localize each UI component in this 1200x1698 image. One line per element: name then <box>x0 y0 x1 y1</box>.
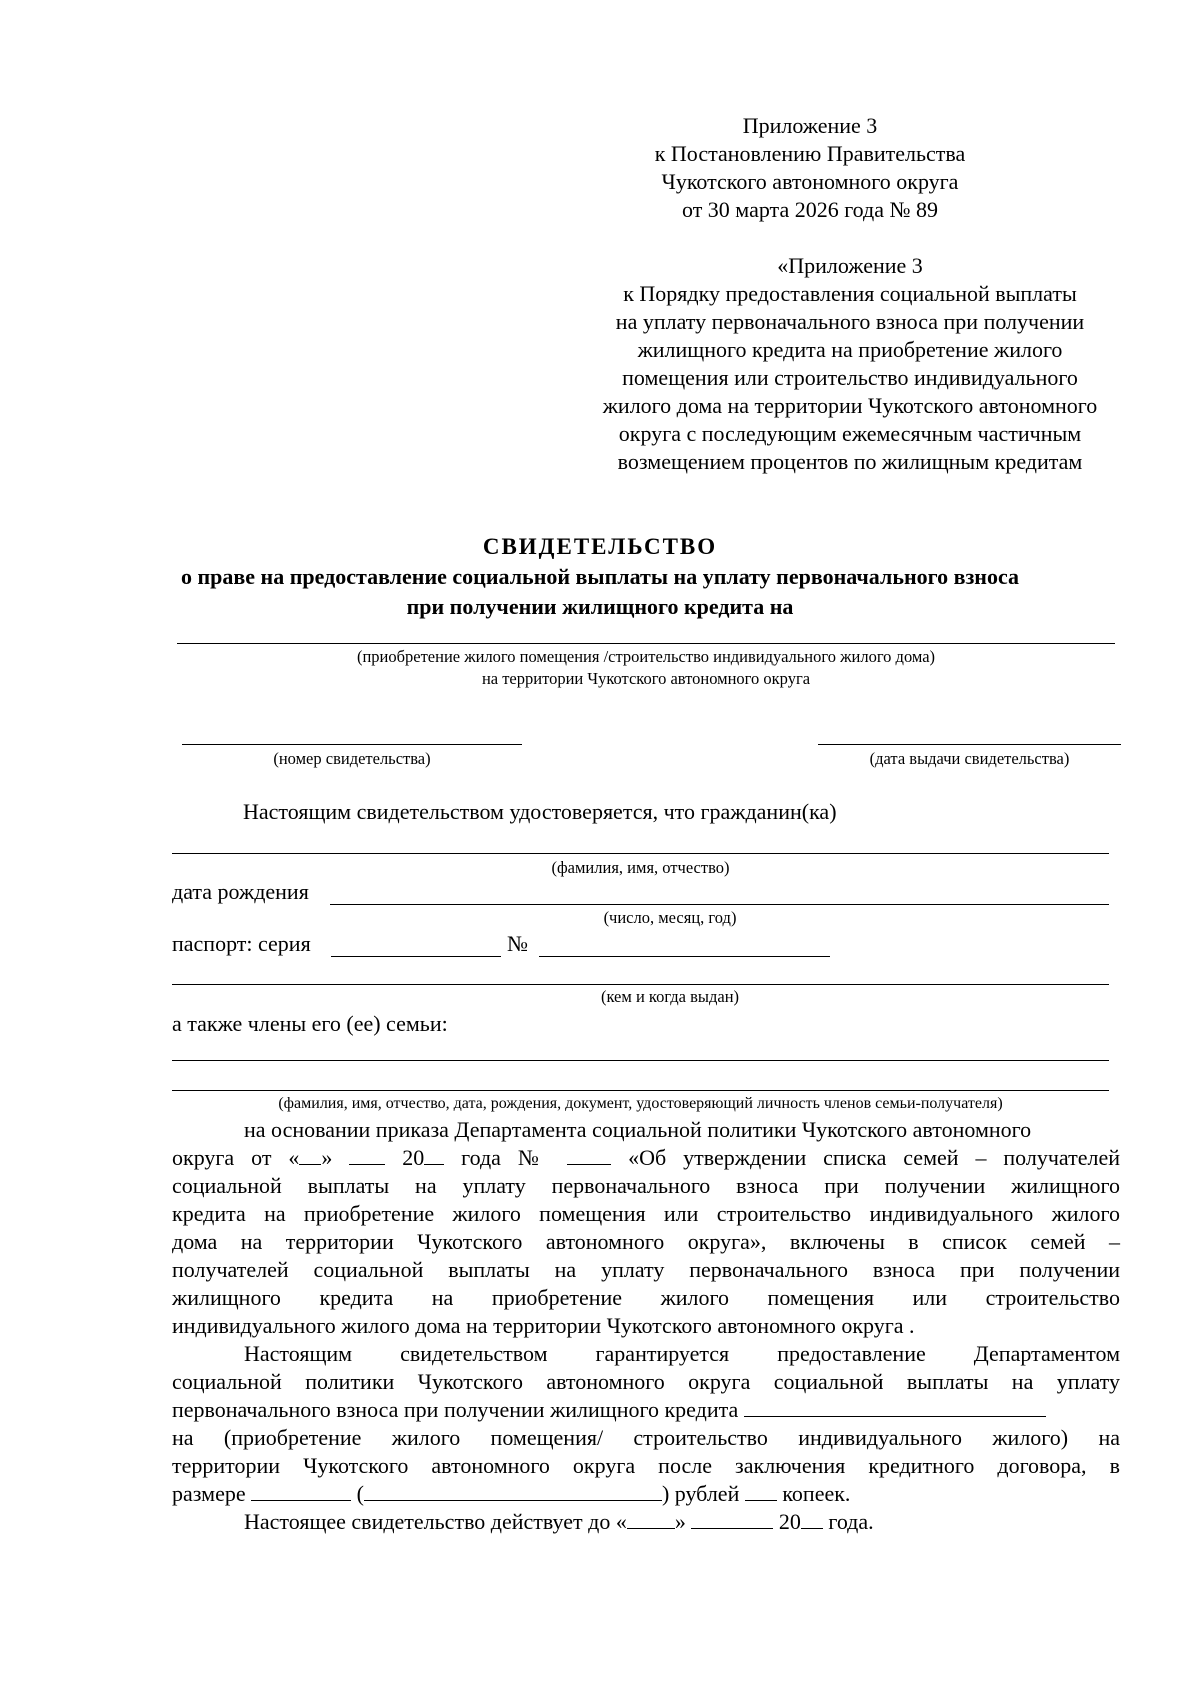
validity-quote: » <box>674 1509 686 1534</box>
annex-line: от 30 марта 2026 года № 89 <box>681 197 938 222</box>
basis-line-2 <box>172 1144 1120 1172</box>
title-sub-line-2: при получении жилищного кредита на <box>406 594 794 619</box>
amount-words-blank[interactable] <box>364 1480 662 1501</box>
order-line: возмещением процентов по жилищным кредитам <box>617 449 1083 474</box>
guarantee-line-5: территории Чукотского автономного округа после заключения кредитного договора, в <box>172 1453 1120 1478</box>
basis-line-1: на основании приказа Департамента социальной политики Чукотского автономного <box>244 1117 1032 1142</box>
document-title <box>150 532 1050 622</box>
amount-kopecks: копеек. <box>782 1481 851 1506</box>
order-line: «Приложение 3 <box>777 253 923 278</box>
basis-line-6: получателей социальной выплаты на уплату первоначального взноса при получении <box>172 1257 1120 1282</box>
birth-date-line[interactable] <box>330 904 1109 905</box>
validity-year-prefix: 20 <box>778 1509 801 1534</box>
birth-label: дата рождения <box>172 879 309 904</box>
hint-purpose-line-2: на территории Чукотского автономного округа <box>481 669 811 688</box>
hint-certificate-number: (номер свидетельства) <box>273 749 431 768</box>
basis-line-7: жилищного кредита на приобретение жилого помещения или строительство <box>172 1285 1120 1310</box>
amount-words-open: ( <box>356 1481 364 1506</box>
validity-year-blank[interactable] <box>801 1508 823 1529</box>
basis-paragraph <box>172 1116 1120 1340</box>
order-line: жилищного кредита на приобретение жилого <box>637 337 1063 362</box>
order-line: жилого дома на территории Чукотского автономного <box>602 393 1098 418</box>
annex-line: Приложение 3 <box>742 113 878 138</box>
title-main: СВИДЕТЕЛЬСТВО <box>482 534 718 559</box>
amount-blank[interactable] <box>251 1480 351 1501</box>
order-year-prefix: 20 <box>402 1145 425 1170</box>
order-title-start: «Об утверждении списка семей – получателей <box>628 1145 1120 1170</box>
kopecks-blank[interactable] <box>745 1480 777 1501</box>
hint-birth: (число, месяц, год) <box>603 908 737 927</box>
issued-by-line[interactable] <box>172 984 1109 985</box>
purpose-blank-line[interactable] <box>177 643 1115 644</box>
family-line-1[interactable] <box>172 1060 1109 1061</box>
hint-purpose-line-1: (приобретение жилого помещения /строительство индивидуального жилого дома) <box>356 647 936 666</box>
hint-fio: (фамилия, имя, отчество) <box>551 858 730 877</box>
hint-purpose <box>177 646 1115 690</box>
guarantee-paragraph <box>172 1340 1120 1508</box>
annex-line: Чукотского автономного округа <box>661 169 959 194</box>
annex-header <box>640 112 980 224</box>
order-month-blank[interactable] <box>349 1144 385 1165</box>
credit-purpose-blank[interactable] <box>744 1396 1046 1417</box>
hint-issued-by: (кем и когда выдан) <box>600 987 740 1006</box>
validity-prefix: Настоящее свидетельство действует до « <box>244 1509 627 1534</box>
order-line: к Порядку предоставления социальной выплаты <box>623 281 1077 306</box>
basis-line-5: дома на территории Чукотского автономного округа», включены в список семей – <box>172 1229 1120 1254</box>
validity-day-blank[interactable] <box>627 1508 675 1529</box>
amount-rubles: ) рублей <box>661 1481 740 1506</box>
hint-issue-date: (дата выдачи свидетельства) <box>869 749 1070 768</box>
order-header <box>570 252 1130 476</box>
issue-date-line[interactable] <box>818 744 1121 745</box>
validity-month-blank[interactable] <box>691 1508 773 1529</box>
guarantee-line-3 <box>172 1396 1120 1424</box>
basis-line-8: индивидуального жилого дома на территории Чукотского автономного округа . <box>172 1313 915 1338</box>
guarantee-line-1: Настоящим свидетельством гарантируется предоставление Департаментом <box>244 1341 1120 1366</box>
order-date-prefix: округа от « <box>172 1145 300 1170</box>
hint-family: (фамилия, имя, отчество, дата, рождения, документ, удостоверяющий личность членов семьи-получателя) <box>278 1095 1003 1112</box>
order-line: помещения или строительство индивидуального <box>622 365 1078 390</box>
order-line: на уплату первоначального взноса при получении <box>615 309 1085 334</box>
order-year-blank[interactable] <box>424 1144 444 1165</box>
certify-text: Настоящим свидетельством удостоверяется, что гражданин(ка) <box>243 799 837 824</box>
passport-number-label: № <box>507 931 528 956</box>
certificate-number-line[interactable] <box>182 744 522 745</box>
passport-series-line[interactable] <box>331 956 501 957</box>
guarantee-line-6 <box>172 1480 1120 1508</box>
guarantee-line-2: социальной политики Чукотского автономного округа социальной выплаты на уплату <box>172 1369 1120 1394</box>
validity-line <box>244 1508 1124 1536</box>
passport-series-label: паспорт: серия <box>172 931 311 956</box>
annex-line: к Постановлению Правительства <box>654 141 966 166</box>
order-day-blank[interactable] <box>299 1144 321 1165</box>
guarantee-line-3-text: первоначального взноса при получении жилищного кредита <box>172 1397 739 1422</box>
guarantee-line-4: на (приобретение жилого помещения/ строительство индивидуального жилого) на <box>172 1425 1120 1450</box>
amount-label: размере <box>172 1481 246 1506</box>
order-date-quote: » <box>321 1145 333 1170</box>
family-label: а также члены его (ее) семьи: <box>172 1011 448 1036</box>
basis-line-4: кредита на приобретение жилого помещения или строительство индивидуального жилого <box>172 1201 1120 1226</box>
order-number-blank[interactable] <box>567 1144 611 1165</box>
fio-line[interactable] <box>172 853 1109 854</box>
passport-number-line[interactable] <box>539 956 830 957</box>
order-number-label: года № <box>461 1145 551 1170</box>
title-sub-line-1: о праве на предоставление социальной выплаты на уплату первоначального взноса <box>181 564 1019 589</box>
basis-line-3: социальной выплаты на уплату первоначального взноса при получении жилищного <box>172 1173 1120 1198</box>
validity-suffix: года. <box>828 1509 874 1534</box>
order-line: округа с последующим ежемесячным частичным <box>618 421 1082 446</box>
family-line-2[interactable] <box>172 1090 1109 1091</box>
